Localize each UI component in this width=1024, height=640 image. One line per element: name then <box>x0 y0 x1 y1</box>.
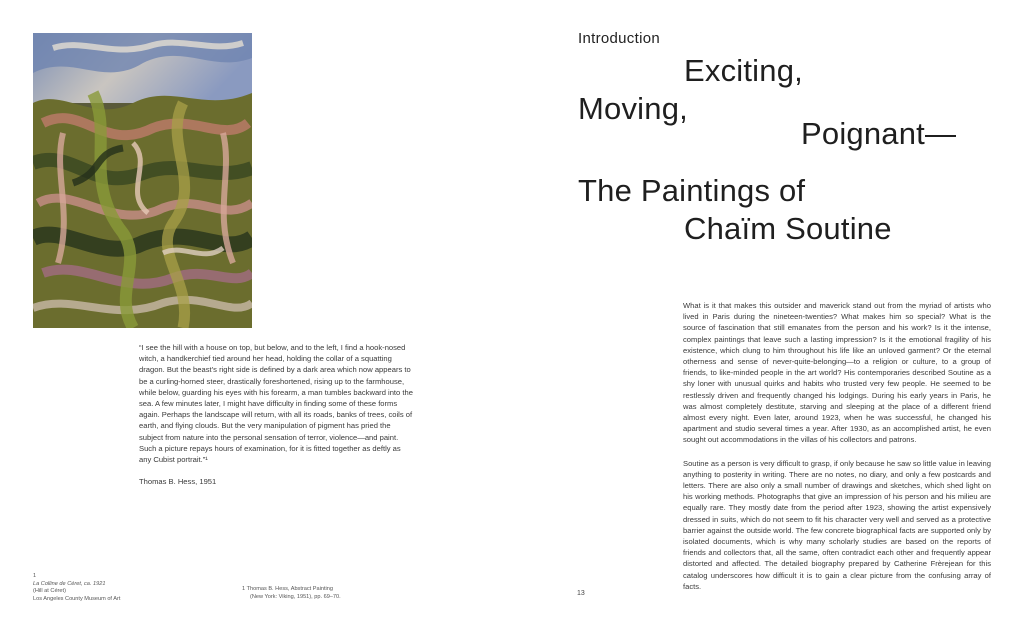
epigraph-quote <box>139 342 415 498</box>
body-paragraph-1: What is it that makes this outsider and maverick stand out from the myriad of artists who lived in Paris during the nineteen-twenties? What makes him so special? What is the source of fascination that still emanates from the person and his work? Is it the intense, complex paintings that leave such a lasting impression? Is it the emotional fragility of his existence, which clung to him throughout his life like an unloved garment? Or the eternal otherness and sense of never-quite-belonging—to a religion or culture, to a group of friends, to like-minded people in the art world? His contemporaries described Soutine as a shy loner with unusual quirks and habits who trusted very few people. He seemed to be restlessly driven and frequently changed his lodgings. During his early years in Paris, he was almost completely destitute, starving and sleeping at the place of a different friend almost every night. Even later, around 1923, when he was successful, he changed his apartment and studio several times a year. After 1930, as an accomplished artist, he even sought out accommodations in the villas of his collectors and patrons. <box>683 301 991 445</box>
page-number: 13 <box>577 590 585 597</box>
section-label: Introduction <box>578 30 660 47</box>
title-line-2: Moving, <box>578 91 688 126</box>
footnote-line-1: 1 Thomas B. Hess, Abstract Painting <box>242 586 333 592</box>
caption-number: 1 <box>33 573 37 579</box>
painting-image <box>33 33 252 328</box>
footnote-line-2: (New York: Viking, 1951), pp. 69–70. <box>250 593 341 600</box>
caption-translation: (Hill at Céret) <box>33 588 66 595</box>
title-line-4: The Paintings of <box>578 173 806 208</box>
quote-text: “I see the hill with a house on top, but below, and to the left, I find a hook-nosed witch, a handkerchief tied around her head, holding the collar of a squatting dragon. But the beast’s right side is defined by a dark area which now appears to be a curling-horned steer, drastically foreshortened, rising up to the farmhouse, while below, guarding his eyes with his forearm, a man tumbles backward into the sea. A few minutes later, I might have difficulty in finding some of these forms again. Perhaps the landscape will return, with all its roads, banks of trees, coils of earth, and flying clouds. But the very manipulation of pigment has pried the subject from nature into the personal sensation of terror, violence—and paint. Such a picture repays hours of examination, for it is fitted together as deftly as any Cubist portrait.”¹ <box>139 343 413 465</box>
title-line-5: Chaïm Soutine <box>684 211 892 246</box>
caption-collection: Los Angeles County Museum of Art <box>33 595 121 602</box>
body-paragraph-2: Soutine as a person is very difficult to grasp, if only because he saw so little value in leaving anything to posterity in writing. There are no notes, no diary, and only a few postcards and letters. There are also only a small number of drawings and sketches, which shed light on his working methods. Photographs that give an impression of his person and his milieu are equally rare. They mostly date from the period after 1923, showing the artist expensively dressed in suits, which do not seem to fit his character very well and served as a protective barrier against the outside world. The few concrete biographical facts are supported only by isolated documents, which is why many scholarly studies are based on the reports of friends and collectors that, all the same, often contradict each other and frequently appear distorted and affected. The detailed biography prepared by Catherine Frèrejean for this catalog underscores how difficult it is to gain a clear picture from the confusing array of facts. <box>683 458 991 591</box>
footnote <box>242 586 392 601</box>
figure-caption <box>33 573 183 603</box>
caption-title: La Colline de Céret, ca. 1921 <box>33 580 106 587</box>
body-text <box>683 300 991 604</box>
title-line-3: Poignant— <box>801 116 957 151</box>
title-line-1: Exciting, <box>684 53 803 88</box>
quote-attribution: Thomas B. Hess, 1951 <box>139 477 217 487</box>
